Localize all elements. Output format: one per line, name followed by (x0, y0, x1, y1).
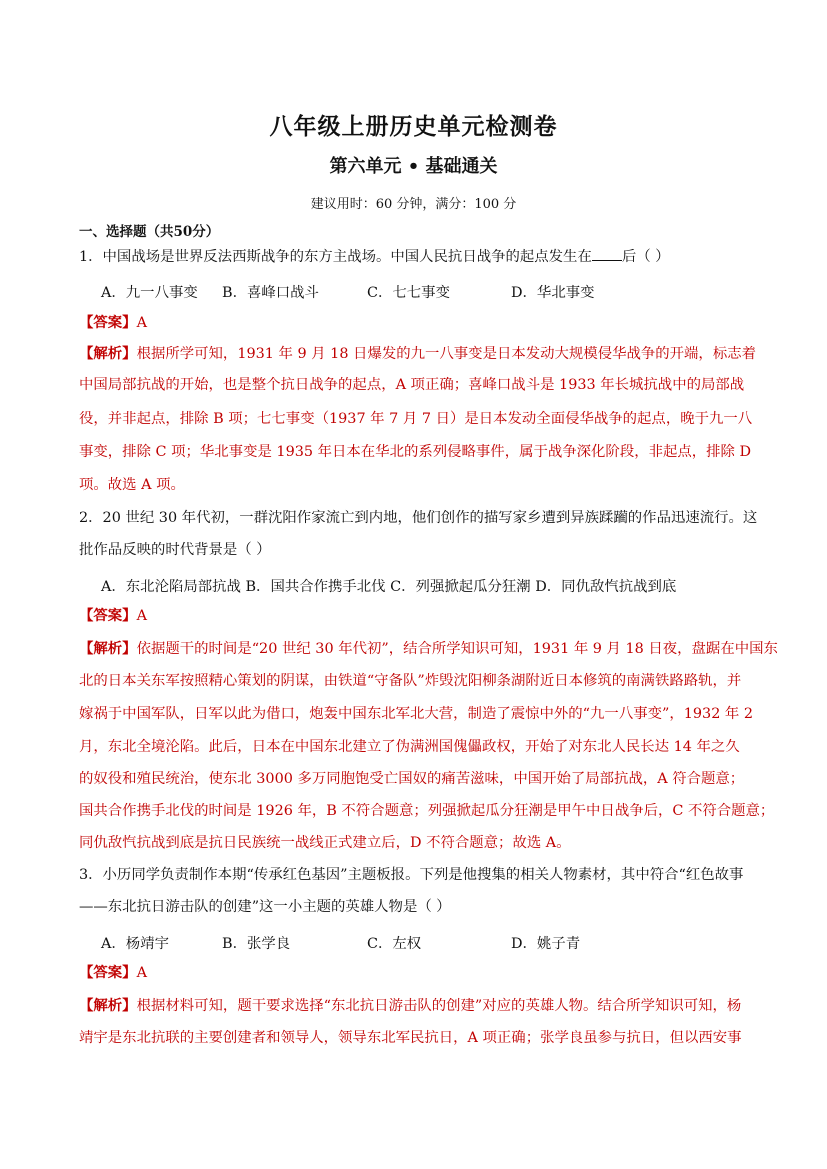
time-score-hint: 建议用时：60 分钟，满分：100 分 (310, 197, 517, 212)
question-1-analysis-line: 事变，排除 C 项；华北事变是 1935 年日本在华北的系列侵略事件，属于战争深化阶段，非起点，排除 D (79, 444, 752, 460)
question-3-answer (79, 964, 769, 982)
question-3-analysis-line: 【解析】根据材料可知，题干要求选择“东北抗日游击队的创建”对应的英雄人物。结合所学知识可知，杨 (79, 997, 742, 1014)
question-3-option-c: C．左权 (367, 936, 422, 952)
answer-value: A (136, 608, 147, 624)
question-2-analysis-line: 国共合作携手北伐的时间是 1926 年，B 不符合题意；列强掀起瓜分狂潮是甲午中日战争后，C 不符合题意； (79, 803, 775, 819)
analysis-tag: 【解析】 (79, 640, 137, 657)
question-1-analysis-line: 役，并非起点，排除 B 项；七七事变（1937 年 7 月 7 日）是日本发动全面侵华战争的起点，晚于九一八 (79, 411, 753, 427)
question-3-option-d: D．姚子青 (511, 936, 581, 952)
answer-blank (592, 248, 622, 261)
question-2-analysis-line: 的奴役和殖民统治，使东北 3000 多万同胞饱受亡国奴的痛苦滋味，中国开始了局部抗战，A 符合题意； (79, 771, 745, 787)
question-2-analysis-line: 【解析】依据题干的时间是“20 世纪 30 年代初”，结合所学知识可知，1931 年 9 月 18 日夜，盘踞在中国东 (79, 640, 778, 657)
question-2-analysis-line: 同仇敌忾抗战到底是抗日民族统一战线正式建立后，D 不符合题意；故选 A。 (79, 835, 571, 851)
question-1-answer (79, 314, 769, 332)
question-1-option-a: A．九一八事变 (101, 285, 198, 301)
question-3-option-a: A．杨靖宇 (101, 936, 169, 952)
question-1-option-c: C．七七事变 (367, 285, 450, 301)
question-1-option-d: D．华北事变 (511, 285, 595, 301)
answer-value: A (136, 315, 147, 331)
question-1-stem-part-b: 后（ ） (621, 249, 670, 265)
page-title: 八年级上册历史单元检测卷 (269, 113, 558, 140)
question-3-stem: 3．小历同学负责制作本期“传承红色基因”主题板报。下列是他搜集的相关人物素材，其中符合“红色故事 (79, 867, 744, 883)
question-1-analysis-line: 项。故选 A 项。 (79, 477, 185, 493)
question-3-analysis-line: 靖宇是东北抗联的主要创建者和领导人，领导东北军民抗日，A 项正确；张学良虽参与抗日，但以西安事 (79, 1030, 742, 1046)
question-1-option-b: B．喜峰口战斗 (222, 285, 319, 301)
question-1-analysis-line: 中国局部抗战的开始，也是整个抗日战争的起点，A 项正确；喜峰口战斗是 1933 年长城抗战中的局部战 (79, 377, 745, 393)
answer-tag: 【答案】 (79, 607, 137, 624)
question-3-stem: ——东北抗日游击队的创建”这一小主题的英雄人物是（ ） (79, 899, 451, 915)
question-1-stem (79, 248, 769, 266)
question-2-options: A．东北沦陷局部抗战 B．国共合作携手北伐 C．列强掀起瓜分狂潮 D．同仇敌忾抗战到底 (101, 579, 677, 595)
page-subtitle: 第六单元 • 基础通关 (329, 156, 498, 177)
section-heading: 一、选择题（共50分） (79, 224, 220, 240)
question-2-analysis-line: 北的日本关东军按照精心策划的阴谋，由铁道“守备队”炸毁沈阳柳条湖附近日本修筑的南满铁路路轨，并 (79, 673, 742, 689)
question-3-option-b: B．张学良 (222, 936, 291, 952)
question-1-analysis-line: 【解析】根据所学可知，1931 年 9 月 18 日爆发的九一八事变是日本发动大规模侵华战争的开端，标志着 (79, 345, 756, 362)
analysis-tag: 【解析】 (79, 997, 137, 1014)
answer-tag: 【答案】 (79, 964, 137, 981)
question-2-analysis-line: 嫁祸于中国军队，日军以此为借口，炮轰中国东北军北大营，制造了震惊中外的“九一八事变”，1932 年 2 (79, 706, 754, 722)
question-1-stem-part-a: 1．中国战场是世界反法西斯战争的东方主战场。中国人民抗日战争的起点发生在 (79, 249, 592, 265)
question-2-stem: 批作品反映的时代背景是（ ） (79, 542, 271, 558)
question-2-analysis-line: 月，东北全境沦陷。此后，日本在中国东北建立了伪满洲国傀儡政权，开始了对东北人民长达 14 年之久 (79, 739, 740, 755)
answer-value: A (136, 965, 147, 981)
question-2-answer (79, 607, 769, 625)
question-2-stem: 2．20 世纪 30 年代初，一群沈阳作家流亡到内地，他们创作的描写家乡遭到异族蹂躏的作品迅速流行。这 (79, 510, 758, 526)
answer-tag: 【答案】 (79, 314, 137, 331)
analysis-tag: 【解析】 (79, 345, 137, 362)
